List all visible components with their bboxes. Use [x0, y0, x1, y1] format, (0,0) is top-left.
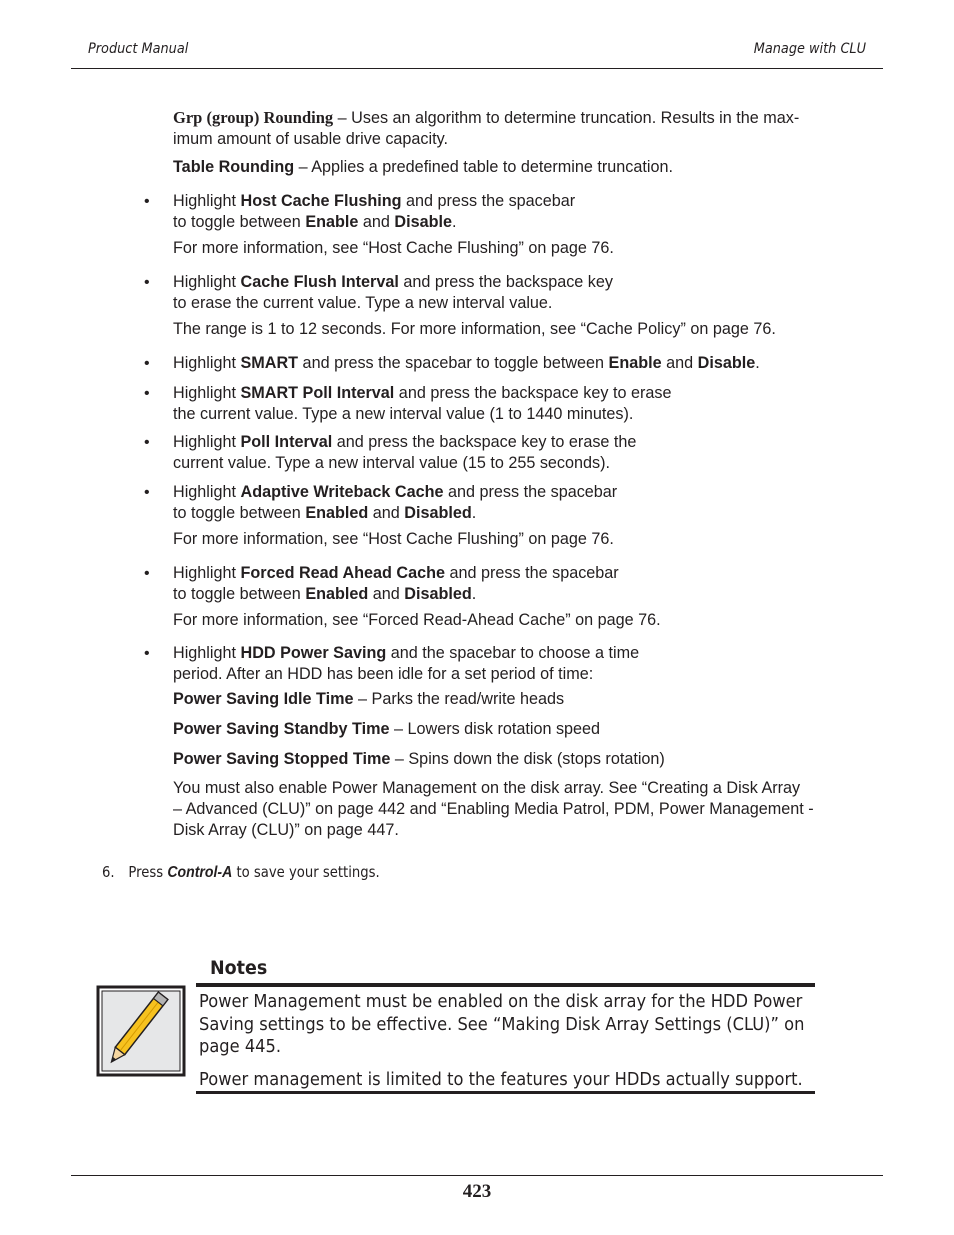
- text: Power management is limited to the features your HDDs actually support.: [199, 1070, 803, 1090]
- notes-bottom-rule: [196, 1091, 815, 1094]
- bullet-marker: •: [144, 274, 150, 291]
- option: Disable: [394, 213, 452, 231]
- text: .: [755, 354, 760, 372]
- text: and the spacebar to choose a time: [386, 644, 640, 662]
- list-item-cache-flush-interval: [173, 272, 873, 314]
- text: and press the spacebar: [443, 483, 618, 501]
- text: .: [452, 213, 457, 231]
- text: current value. Type a new interval value (15 to 255 seconds).: [173, 454, 611, 472]
- running-header-title: Product Manual: [88, 41, 189, 57]
- power-management-note: [173, 778, 873, 841]
- cross-reference: For more information, see “Forced Read-Ahead Cache” on page 76.: [173, 611, 661, 629]
- grp-rounding-desc-cont: imum amount of usable drive capacity.: [173, 130, 449, 148]
- text: to toggle between: [173, 213, 306, 231]
- header-rule: [71, 68, 883, 69]
- option: Enable: [305, 213, 359, 231]
- text: page 445.: [199, 1037, 282, 1057]
- term: Poll Interval: [240, 433, 333, 451]
- grp-rounding-term: Grp (group) Rounding: [173, 108, 334, 127]
- page-number: 423: [462, 1181, 492, 1202]
- note-paragraph-2: [199, 1069, 819, 1092]
- pencil-note-icon: [96, 985, 186, 1077]
- text: and press the backspace key: [398, 273, 613, 291]
- text: – Spins down the disk (stops rotation): [390, 750, 665, 768]
- term: Forced Read Ahead Cache: [240, 564, 446, 582]
- bullet-marker: •: [144, 385, 150, 402]
- text: period. After an HDD has been idle for a set period of time:: [173, 665, 594, 683]
- text: to save your settings.: [232, 863, 380, 881]
- list-item-forced-read-ahead-cache: [173, 563, 873, 605]
- list-item-hdd-power-saving: [173, 643, 873, 685]
- term: HDD Power Saving: [240, 644, 387, 662]
- option: Enabled: [305, 585, 369, 603]
- text: and: [661, 354, 698, 372]
- bullet-marker: •: [144, 484, 150, 501]
- bullet-marker: •: [144, 645, 150, 662]
- text: and press the spacebar: [401, 192, 576, 210]
- text: to toggle between: [173, 504, 306, 522]
- term: Power Saving Stopped Time: [173, 750, 391, 768]
- text: the current value. Type a new interval value (1 to 1440 minutes).: [173, 405, 634, 423]
- text: and: [368, 585, 405, 603]
- text: Power Management must be enabled on the disk array for the HDD Power: [199, 992, 803, 1012]
- text: and press the backspace key to erase the: [332, 433, 637, 451]
- text: Saving settings to be effective. See “Making Disk Array Settings (CLU)” on: [199, 1014, 805, 1035]
- text: Highlight: [173, 273, 241, 291]
- list-item-smart: [173, 353, 873, 374]
- cross-reference: For more information, see “Host Cache Flushing” on page 76.: [173, 530, 614, 548]
- text: Highlight: [173, 192, 241, 210]
- option: Disable: [697, 354, 756, 372]
- text: Highlight: [173, 354, 241, 372]
- key-combo: Control-A: [167, 864, 233, 881]
- term: Cache Flush Interval: [240, 273, 399, 291]
- bullet-marker: •: [144, 193, 150, 210]
- text: and: [368, 504, 405, 522]
- notes-top-rule: [196, 983, 815, 987]
- text: .: [471, 585, 477, 603]
- text: – Lowers disk rotation speed: [389, 720, 601, 738]
- text: and: [358, 213, 395, 231]
- term: SMART Poll Interval: [240, 384, 395, 402]
- text: and press the spacebar: [445, 564, 619, 582]
- cross-reference: The range is 1 to 12 seconds. For more information, see “Cache Policy” on page 76.: [173, 320, 776, 338]
- step-number: 6.: [102, 863, 115, 881]
- power-saving-idle-time: [173, 689, 873, 710]
- text: Press: [128, 863, 168, 881]
- text: Highlight: [173, 384, 241, 402]
- text: to erase the current value. Type a new interval value.: [173, 294, 553, 312]
- text: You must also enable Power Management on the disk array. See “Creating a Disk Array: [173, 779, 801, 797]
- cross-reference: For more information, see “Host Cache Flushing” on page 76.: [173, 239, 614, 257]
- text: .: [471, 504, 477, 522]
- table-rounding-definition: [173, 157, 873, 178]
- grp-rounding-desc: – Uses an algorithm to determine truncation. Results in the max-: [333, 109, 800, 127]
- bullet-marker: •: [144, 355, 150, 372]
- term: Power Saving Idle Time: [173, 690, 354, 708]
- term: SMART: [240, 354, 299, 372]
- step-6: [102, 862, 380, 883]
- text: and press the spacebar to toggle between: [298, 354, 609, 372]
- power-saving-standby-time: [173, 719, 873, 740]
- text: Disk Array (CLU)” on page 447.: [173, 821, 399, 839]
- list-item-smart-poll-interval: [173, 383, 873, 425]
- text: to toggle between: [173, 585, 306, 603]
- notes-title: Notes: [210, 957, 268, 979]
- term: Host Cache Flushing: [240, 192, 402, 210]
- text: – Advanced (CLU)” on page 442 and “Enabling Media Patrol, PDM, Power Management -: [173, 800, 814, 818]
- bullet-marker: •: [144, 434, 150, 451]
- option: Disabled: [404, 585, 472, 603]
- power-saving-stopped-time: [173, 749, 873, 770]
- term: Adaptive Writeback Cache: [240, 483, 444, 501]
- list-item-host-cache-flushing: [173, 191, 873, 233]
- term: Power Saving Standby Time: [173, 720, 390, 738]
- option: Disabled: [404, 504, 472, 522]
- text: – Parks the read/write heads: [353, 690, 565, 708]
- footer-rule: [71, 1175, 883, 1176]
- option: Enable: [608, 354, 662, 372]
- table-rounding-term: Table Rounding: [173, 158, 295, 176]
- text: Highlight: [173, 644, 241, 662]
- text: Highlight: [173, 564, 241, 582]
- list-item-poll-interval: [173, 432, 873, 474]
- text: Highlight: [173, 483, 241, 501]
- text: and press the backspace key to erase: [394, 384, 672, 402]
- note-paragraph-1: [199, 991, 819, 1059]
- running-header-section: Manage with CLU: [753, 41, 866, 57]
- bullet-marker: •: [144, 565, 150, 582]
- text: Highlight: [173, 433, 241, 451]
- table-rounding-desc: – Applies a predefined table to determine truncation.: [294, 158, 673, 176]
- grp-rounding-definition: [173, 107, 873, 150]
- list-item-adaptive-writeback-cache: [173, 482, 873, 524]
- option: Enabled: [305, 504, 369, 522]
